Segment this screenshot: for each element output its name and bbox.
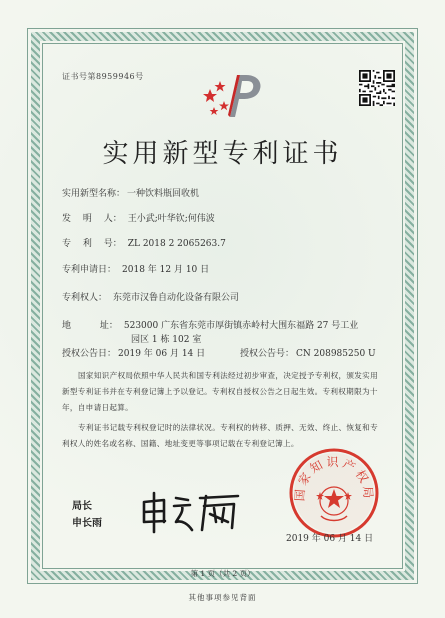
field-patentee bbox=[62, 290, 239, 303]
seal-date: 2019 年 06 月 14 日 bbox=[286, 534, 374, 544]
field-grant-number bbox=[240, 346, 376, 359]
field-value: 2019 年 06 月 14 日 bbox=[118, 349, 206, 359]
director-name: 申长雨 bbox=[72, 518, 102, 529]
director-title: 局长 bbox=[72, 501, 92, 512]
field-filing-date bbox=[62, 262, 209, 275]
certificate-title: 实用新型专利证书 bbox=[102, 139, 343, 169]
field-address bbox=[62, 318, 358, 331]
field-value: CN 208985250 U bbox=[296, 349, 376, 359]
page-number: 第 1 页（共 2 页） bbox=[190, 569, 255, 578]
field-value: ZL 2018 2 2065263.7 bbox=[127, 239, 226, 249]
field-address-line2: 园区 1 栋 102 室 bbox=[131, 335, 202, 345]
field-value: 2018 年 12 月 10 日 bbox=[122, 265, 210, 275]
paragraph-line: 新型专利证书并在专利登记簿上予以登记。专利权自授权公告之日起生效。专利权期限为十 bbox=[62, 387, 378, 396]
patent-office-emblem-icon bbox=[200, 67, 264, 121]
paragraph-line: 年，自申请日起算。 bbox=[62, 403, 134, 412]
field-value: 东莞市汉鲁自动化设备有限公司 bbox=[113, 293, 240, 303]
field-label: 专利权人： bbox=[62, 293, 108, 303]
paragraph-line: 专利证书记载专利权登记时的法律状况。专利权的转移、质押、无效、终止、恢复和专 bbox=[78, 423, 378, 432]
handwritten-signature bbox=[138, 488, 248, 538]
qr-code bbox=[359, 70, 395, 106]
field-label: 地 址： bbox=[62, 321, 118, 331]
field-label: 实用新型名称： bbox=[62, 189, 126, 199]
paragraph-line: 利权人的姓名或名称、国籍、地址变更等事项记载在专利登记簿上。 bbox=[62, 439, 299, 448]
field-label: 授权公告号： bbox=[240, 349, 295, 359]
paragraph-line: 国家知识产权局依照中华人民共和国专利法经过初步审查，决定授予专利权，颁发实用 bbox=[78, 371, 378, 380]
field-inventor bbox=[62, 211, 215, 224]
field-label: 专利申请日： bbox=[62, 265, 117, 275]
field-patent-number bbox=[62, 236, 226, 249]
paragraph-grant-statement bbox=[62, 368, 384, 416]
field-value: 523000 广东省东莞市厚街镇赤岭村大围东福路 27 号工业 bbox=[123, 321, 359, 331]
field-value: 王小武;叶华钦;何伟波 bbox=[127, 214, 215, 224]
footer-note: 其他事项参见背面 bbox=[188, 593, 257, 602]
certificate-number: 证书号第8959946号 bbox=[62, 72, 144, 81]
field-label: 发 明 人： bbox=[62, 214, 122, 224]
field-utility-model-name bbox=[62, 186, 199, 199]
field-label: 授权公告日： bbox=[62, 349, 117, 359]
seal-text: 国家知识产权局 bbox=[292, 455, 376, 502]
official-seal-stamp bbox=[287, 446, 381, 540]
field-grant-date bbox=[62, 346, 205, 359]
field-label: 专 利 号： bbox=[62, 239, 122, 249]
field-value: 一种饮料瓶回收机 bbox=[127, 189, 200, 199]
